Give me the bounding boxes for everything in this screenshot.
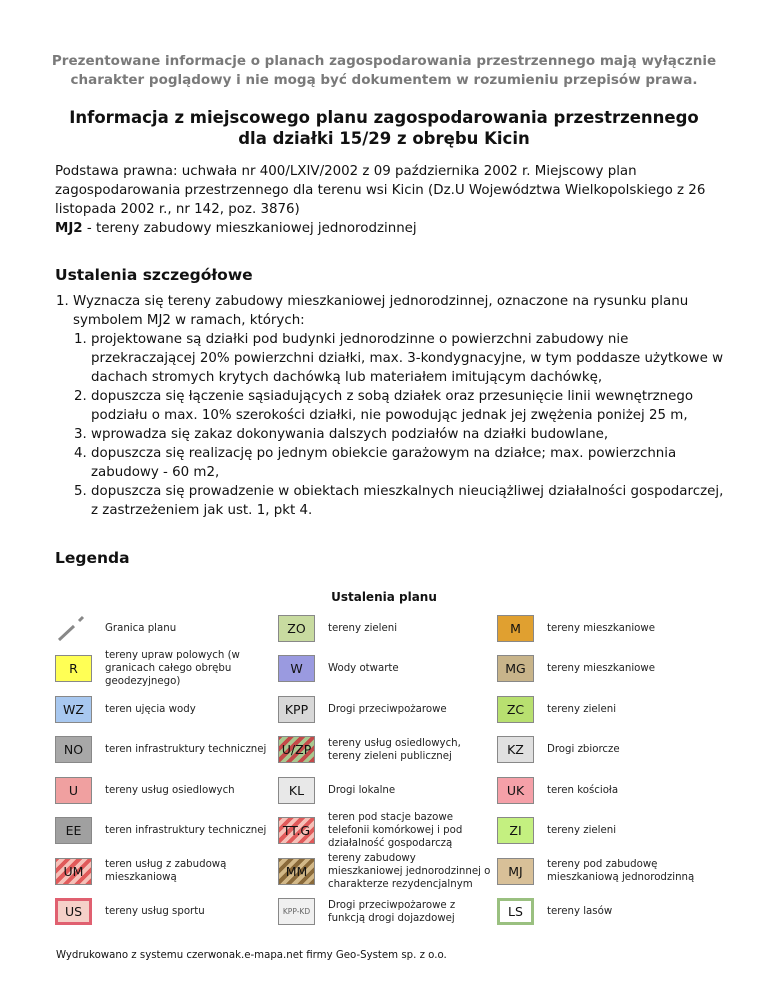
legend-swatch [55, 696, 92, 723]
legend-item [497, 734, 717, 766]
zone-code: MJ2 [55, 221, 83, 236]
legend-swatch [497, 777, 534, 804]
rule-1-text: Wyznacza się tereny zabudowy mieszkaniowej jednorodzinnej, oznaczone na rysunku planu symbolem MJ2 w ramach, których: [73, 294, 689, 328]
legend-code: KPP [284, 701, 309, 717]
legend-item [278, 896, 493, 928]
legend-swatch [497, 655, 534, 682]
legend-description: teren pod stacje bazowe telefonii komórkowej i pod działalność gospodarczą [328, 812, 463, 849]
legend-code: EE [65, 823, 82, 838]
legend-item [55, 734, 270, 766]
legend-description: tereny usług sportu [105, 906, 205, 917]
legend-item [278, 852, 493, 890]
legend-description: teren infrastruktury technicznej [105, 825, 267, 836]
legend-item [55, 650, 270, 687]
legend-item [497, 693, 717, 725]
zone-line [55, 219, 715, 238]
legend-swatch [55, 655, 92, 682]
title-line-2: dla działki 15/29 z obrębu Kicin [238, 129, 530, 148]
legend-code: WZ [63, 701, 84, 717]
legend-code: US [64, 904, 83, 919]
legend-swatch [55, 817, 92, 844]
legend-item [497, 815, 717, 847]
legend-description: teren kościoła [547, 784, 619, 796]
legend-description: Drogi przeciwpożarowe z funkcją drogi dojazdowej [328, 899, 456, 924]
rule-1 [73, 292, 725, 520]
legend-code: NO [63, 742, 84, 757]
legend-swatch [497, 615, 534, 642]
legend-item [497, 896, 717, 928]
legend-swatch [55, 736, 92, 763]
legend-description: tereny pod zabudowę mieszkaniową jednorodzinną [547, 859, 695, 883]
legend-item [497, 774, 717, 806]
legend-code: M [510, 620, 521, 636]
legend-code: MJ [508, 863, 523, 879]
legend-description: tereny usług osiedlowych [105, 784, 235, 796]
disclaimer: Prezentowane informacje o planach zagospodarowania przestrzennego mają wyłącznie charakter poglądowy i nie mogą być dokumentem w rozumieniu przepisów prawa. [51, 53, 717, 88]
legend-description: tereny zabudowy mieszkaniowej jednorodzinnej o charakterze rezydencjalnym [328, 852, 491, 890]
legend-swatch [55, 898, 92, 925]
legend-code: ZO [287, 620, 306, 636]
legend-item [497, 855, 717, 887]
legend-swatch [497, 696, 534, 723]
legend-swatch [497, 898, 534, 925]
legend-item [278, 774, 493, 806]
legend-code: UK [506, 782, 525, 798]
legend-item [497, 653, 717, 685]
legend-description: tereny zieleni [547, 825, 617, 836]
legend-code: ZI [509, 823, 522, 838]
subrule: 1. projektowane są działki pod budynki jednorodzinne o powierzchni zabudowy nie przekraczającej 20% powierzchni działki, max. 3-kondygnacyjne, w tym poddasze użytkowe w dachach stromych krytych dachówką lub materiałem imitującym dachówkę, [91, 330, 725, 387]
legend-description: teren infrastruktury technicznej [105, 744, 267, 755]
legend-swatch [497, 858, 534, 885]
legend-item [278, 812, 493, 849]
legend-swatch [278, 615, 315, 642]
legend-item [55, 693, 270, 725]
legend-item [278, 653, 493, 685]
legend-subtitle: Ustalenia planu [331, 590, 437, 604]
legend-swatch [55, 615, 92, 642]
zone-description: - tereny zabudowy mieszkaniowej jednorodzinnej [82, 221, 417, 236]
legal-basis-text: Podstawa prawna: uchwała nr 400/LXIV/2002 z 09 października 2002 r. Miejscowy plan zagospodarowania przestrzennego dla terenu wsi Kicin (Dz.U Województwa Wielkopolskiego z 26 listopada 2002 r., nr 142, poz. 3876) [55, 164, 706, 217]
legend-swatch [55, 777, 92, 804]
legend-description: tereny mieszkaniowe [547, 663, 655, 674]
legend-code: KL [288, 782, 305, 798]
legend-swatch [278, 655, 315, 682]
footer: Wydrukowano z systemu czerwonak.e-mapa.net firmy Geo-System sp. z o.o. [56, 950, 447, 961]
legend-description: tereny upraw polowych (w granicach całego obrębu geodezyjnego) [105, 650, 240, 687]
legend-description: Wody otwarte [328, 663, 399, 674]
legend-description: tereny lasów [547, 906, 613, 917]
subrule: 5. dopuszcza się prowadzenie w obiektach mieszkalnych nieuciążliwej działalności gospodarczej, z zastrzeżeniem jak ust. 1, pkt 4. [91, 482, 725, 520]
legend-description: tereny mieszkaniowe [547, 622, 655, 634]
legend-swatch [278, 696, 315, 723]
subrule: 3. wprowadza się zakaz dokonywania dalszych podziałów na działki budowlane, [91, 425, 725, 444]
legend-code: W [290, 661, 303, 676]
legend-code: KZ [507, 742, 524, 757]
page-title [40, 107, 728, 149]
legend-swatch [55, 858, 92, 885]
legend-item [55, 855, 270, 887]
legend-item [278, 612, 493, 644]
legend-code: U/ZP [281, 742, 312, 757]
legal-basis [55, 162, 715, 238]
legend-swatch [278, 858, 315, 885]
title-line-1: Informacja z miejscowego planu zagospodarowania przestrzennego [69, 108, 699, 127]
legend-item [278, 693, 493, 725]
legend-code: LS [508, 904, 523, 919]
legend-description: tereny zieleni [547, 703, 617, 715]
legend-swatch [497, 736, 534, 763]
legend-swatch [278, 777, 315, 804]
legend-item [55, 774, 270, 806]
legend-description: Drogi zbiorcze [547, 744, 620, 755]
legend-code: ZC [506, 701, 525, 717]
legend-code: MG [505, 661, 526, 676]
subrule: 4. dopuszcza się realizację po jednym obiekcie garażowym na działce; max. powierzchnia zabudowy - 60 m2, [91, 444, 725, 482]
legend-description: Drogi przeciwpożarowe [328, 703, 447, 715]
legend-code: UM [63, 863, 84, 879]
legend-item [497, 612, 717, 644]
legend-item [55, 896, 270, 928]
legend-code: U [68, 782, 79, 798]
legend-code: MM [285, 863, 308, 879]
legend-description: tereny usług osiedlowych, tereny zieleni publicznej [328, 737, 461, 762]
subrule: 2. dopuszcza się łączenie sąsiadujących z sobą działek oraz przesunięcie linii wewnętrznego podziału o max. 10% szerokości działki, nie powodując jednak jej zwężenia poniżej 25 m, [91, 387, 725, 425]
rules-list [55, 292, 725, 520]
legend-swatch [278, 898, 315, 925]
legend-code: R [69, 661, 78, 676]
legend-description: teren usług z zabudową mieszkaniową [105, 859, 227, 883]
legend-swatch [278, 736, 315, 763]
legend-code: KPP-KD [282, 907, 311, 916]
legend-item [55, 612, 270, 644]
legend-description: Drogi lokalne [328, 784, 396, 796]
legend-description: teren ujęcia wody [105, 703, 196, 715]
section-heading-details: Ustalenia szczegółowe [55, 266, 253, 284]
section-heading-legend: Legenda [55, 549, 130, 567]
legend-swatch [497, 817, 534, 844]
legend-code: TT.G [282, 823, 311, 838]
legend-item [278, 734, 493, 766]
legend-item [55, 815, 270, 847]
legend-swatch [278, 817, 315, 844]
legend-description: tereny zieleni [328, 622, 398, 634]
legend-description: Granica planu [105, 622, 177, 634]
